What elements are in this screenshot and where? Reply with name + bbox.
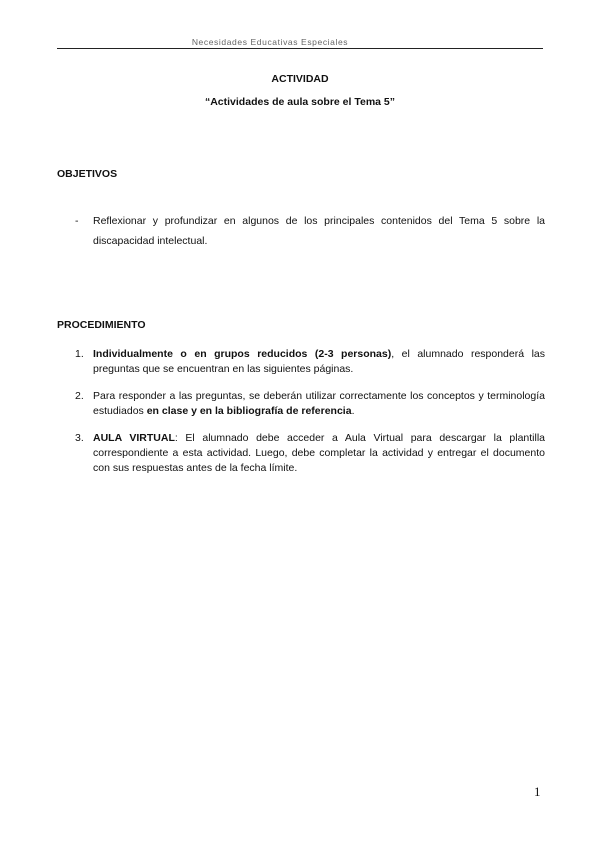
procedimiento-item-1	[75, 347, 545, 377]
activity-subtitle: “Actividades de aula sobre el Tema 5”	[204, 96, 396, 108]
objetivos-item-text: Reflexionar y profundizar en algunos de los principales contenidos del Tema 5 sobre la discapacidad intelectual.	[93, 215, 545, 247]
activity-title: ACTIVIDAD	[271, 73, 329, 85]
item-number: 2.	[75, 390, 84, 402]
item-text	[93, 389, 545, 419]
bullet-dash: -	[75, 215, 79, 227]
item-text	[93, 347, 545, 377]
item-plain-text: , el alumnado responderá las preguntas que se encuentran en las siguientes páginas.	[93, 348, 545, 375]
item-bold-text: AULA VIRTUAL	[93, 432, 175, 444]
item-end-text: .	[351, 405, 355, 417]
procedimiento-item-3	[75, 431, 545, 476]
item-text	[93, 431, 545, 476]
item-number: 3.	[75, 432, 84, 444]
page-header: Necesidades Educativas Especiales	[191, 37, 349, 47]
page-number: 1	[534, 784, 541, 799]
objetivos-heading: OBJETIVOS	[57, 168, 118, 180]
objetivos-item	[75, 211, 545, 251]
item-number: 1.	[75, 348, 84, 360]
item-bold-text: Individualmente o en grupos reducidos (2-3 personas)	[93, 348, 392, 360]
item-bold-text: en clase y en la bibliografía de referencia	[146, 405, 352, 417]
header-divider	[57, 48, 543, 49]
procedimiento-heading: PROCEDIMIENTO	[57, 319, 146, 331]
item-plain-text: : El alumnado debe acceder a Aula Virtual para descargar la plantilla correspondiente a esta actividad. Luego, debe completar la actividad y entregar el documento con sus respuestas antes de la fecha límite.	[93, 432, 546, 474]
procedimiento-item-2	[75, 389, 545, 419]
item-plain-text: Para responder a las preguntas, se deberán utilizar correctamente los conceptos y terminología estudiados	[93, 390, 545, 417]
